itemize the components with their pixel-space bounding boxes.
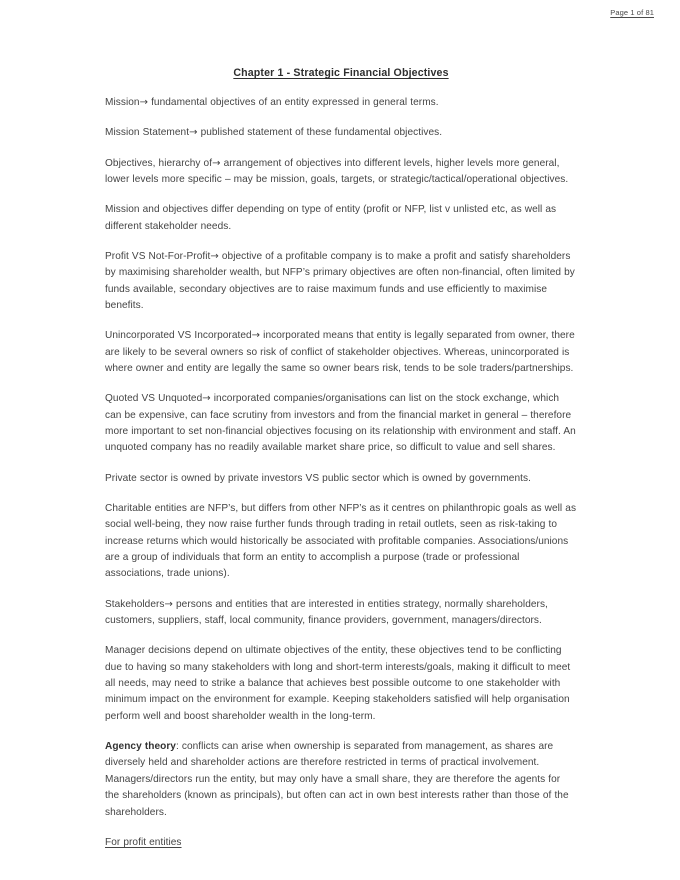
paragraph-text: : conflicts can arise when ownership is separated from management, as shares are diversely held and shareholder actions are therefore restricted in terms of practical involvement. Managers/directors run the entity, but may only have a small share, they are therefore the agents for the shareholders (known as principals), but often can act in own best interests rather than those of the shareholders. [105, 741, 569, 818]
paragraph-text: Mission and objectives differ depending on type of entity (profit or NFP, list v unlisted etc, as well as different stakeholder needs. [105, 204, 557, 232]
arrow-icon: → [212, 157, 221, 169]
term-mission: Mission [105, 96, 140, 108]
paragraph-private-vs-public-sector [105, 471, 577, 487]
term-profit-vs-nfp: Profit VS Not-For-Profit [105, 250, 211, 262]
section-heading-for-profit-entities: For profit entities [105, 836, 182, 848]
paragraph-text: arrangement of objectives into different levels, higher levels more general, lower levels more specific – may be mission, goals, targets, or strategic/tactical/operational objectives. [105, 157, 569, 185]
paragraph-mission-statement [105, 125, 577, 141]
paragraph-text: objective of a profitable company is to make a profit and satisfy shareholders by maximising shareholder wealth, but NFP’s primary objectives are often non-financial, often limited by funds available, secondary objectives are to raise maximum funds and use efficiently to maximise benefits. [105, 250, 575, 311]
paragraph-mission [105, 95, 577, 111]
paragraph-stakeholders [105, 597, 577, 630]
paragraph-text: incorporated companies/organisations can list on the stock exchange, which can be expensive, can face scrutiny from investors and from the financial market in general – therefore more important to set non-financial objectives focusing on its relationship with environment and staff. An unquoted company has no readily available market share price, so difficult to value and sell shares. [105, 393, 576, 454]
paragraph-text: fundamental objectives of an entity expressed in general terms. [148, 96, 439, 108]
paragraph-text: published statement of these fundamental objectives. [197, 127, 443, 139]
page-number-header: Page 1 of 81 [610, 8, 654, 17]
paragraph-unincorporated-vs-incorporated [105, 328, 577, 377]
arrow-icon: → [189, 127, 198, 139]
paragraph-text: incorporated means that entity is legally separated from owner, there are likely to be several owners so risk of conflict of stakeholder objectives. Whereas, unincorporated is where owner and entity are legally the same so owner bears risk, tends to be sole traders/partnerships. [105, 330, 575, 374]
term-stakeholders: Stakeholders [105, 598, 165, 610]
paragraph-mission-objectives-differ [105, 202, 577, 235]
term-unincorporated-vs-incorporated: Unincorporated VS Incorporated [105, 330, 252, 342]
document-body [105, 66, 577, 865]
paragraph-text: Manager decisions depend on ultimate objectives of the entity, these objectives tend to be conflicting due to having so many stakeholders with long and short-term interests/goals, making it difficult to meet all needs, may need to strike a balance that achieves best possible outcome to one stakeholder with minimum impact on the environment for example. Keeping stakeholders satisfied will help organisation perform well and boost shareholder wealth in the long-term. [105, 645, 571, 722]
term-quoted-vs-unquoted: Quoted VS Unquoted [105, 393, 203, 405]
arrow-icon: → [139, 96, 149, 108]
paragraph-text: Charitable entities are NFP’s, but differs from other NFP’s as it centres on philanthropic goals as well as social well-being, they now raise further funds through trading in retail outlets, seen as risk-taking to increase returns which would historically be associated with profitable companies. Associations/unions are a group of individuals that form an entity to accomplish a purpose (trade or professional associations, trade unions). [105, 503, 577, 580]
paragraph-agency-theory [105, 739, 577, 821]
page-title: Chapter 1 - Strategic Financial Objectives [233, 67, 449, 79]
arrow-icon: → [210, 250, 219, 262]
arrow-icon: → [251, 330, 261, 342]
term-objectives-hierarchy: Objectives, hierarchy of [105, 157, 213, 169]
paragraph-profit-vs-nfp [105, 249, 577, 314]
term-mission-statement: Mission Statement [105, 127, 190, 139]
arrow-icon: → [202, 393, 211, 405]
paragraph-text: Private sector is owned by private investors VS public sector which is owned by governments. [105, 472, 531, 484]
paragraph-charitable-entities [105, 501, 577, 583]
paragraph-manager-decisions [105, 643, 577, 725]
paragraph-text: persons and entities that are interested in entities strategy, normally shareholders, customers, suppliers, staff, local community, finance providers, government, managers/directors. [105, 598, 548, 627]
section-heading-wrapper [105, 835, 577, 851]
paragraph-quoted-vs-unquoted [105, 391, 577, 456]
term-agency-theory: Agency theory [105, 741, 176, 753]
paragraph-objectives-hierarchy [105, 156, 577, 189]
arrow-icon: → [164, 598, 173, 610]
